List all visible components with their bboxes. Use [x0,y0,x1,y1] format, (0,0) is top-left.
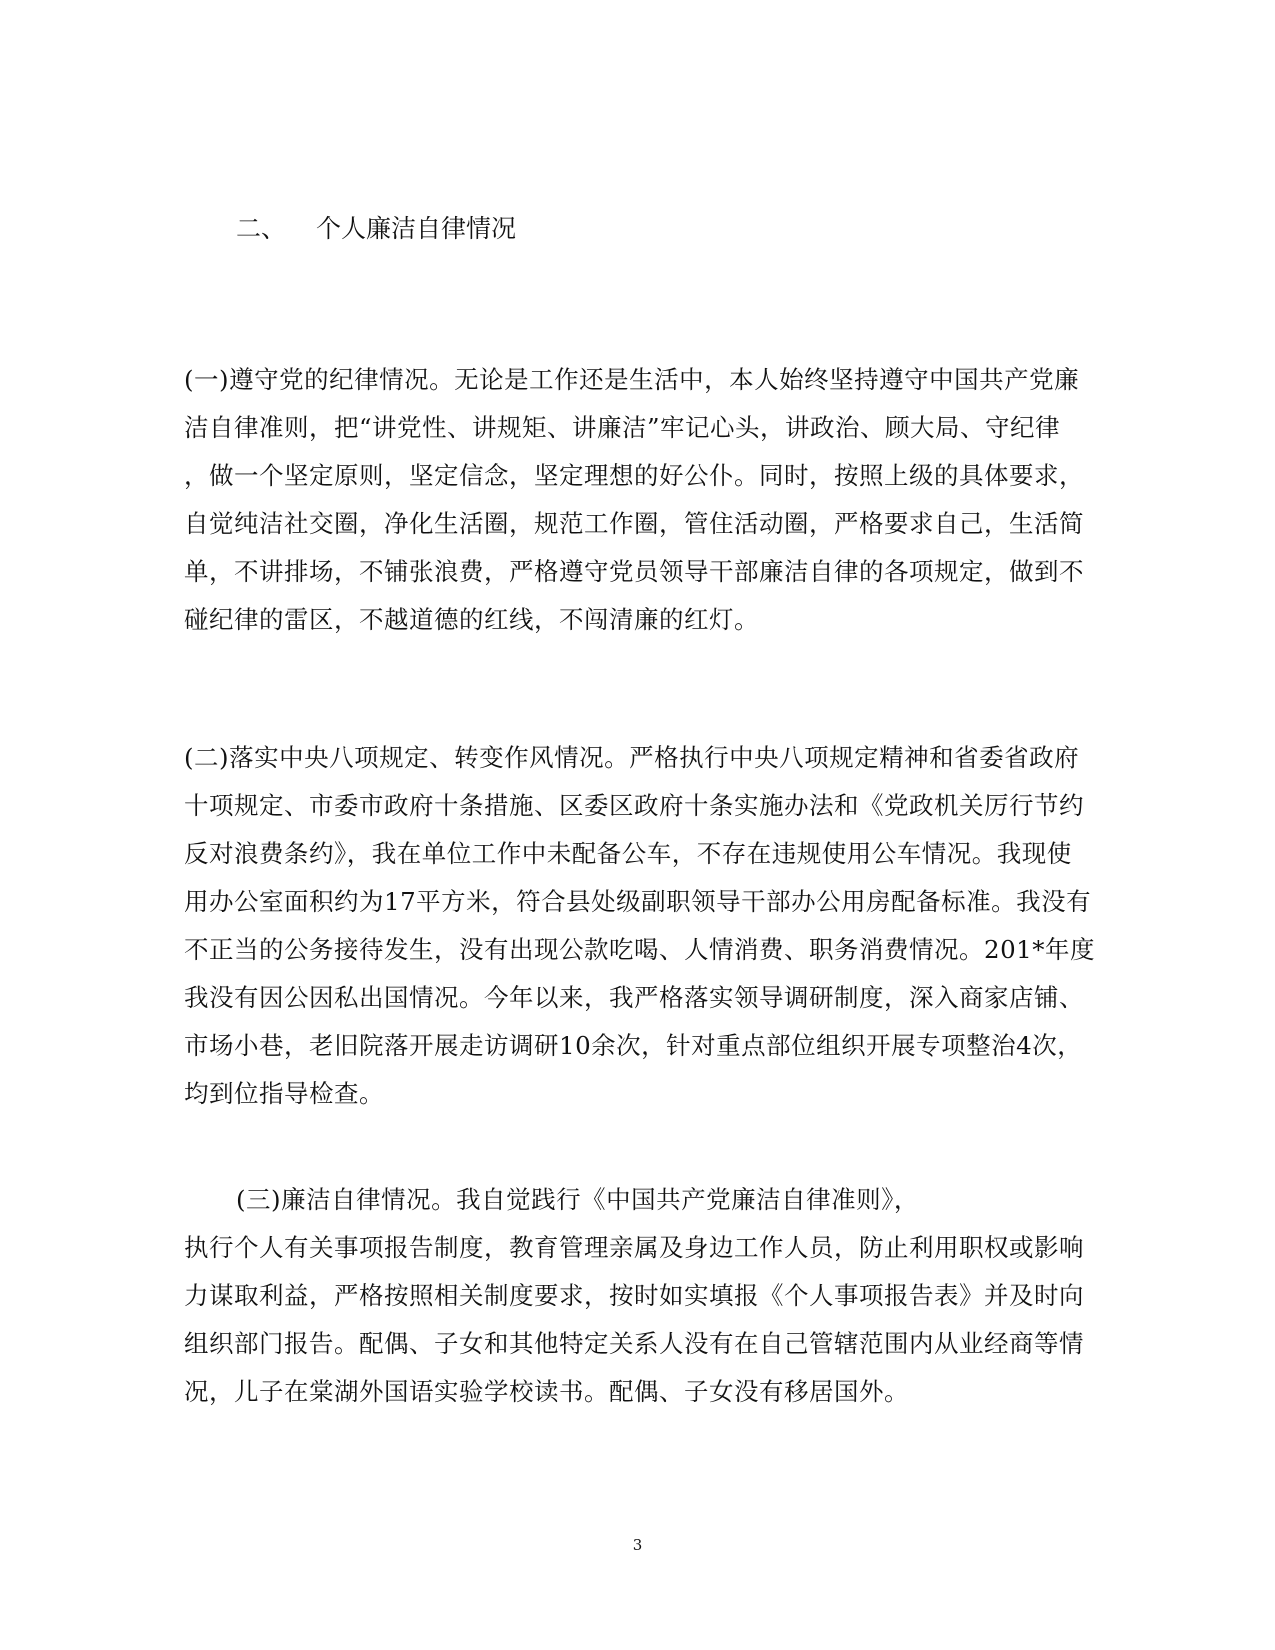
paragraph-line: 况，儿子在棠湖外国语实验学校读书。配偶、子女没有移居国外。 [184,1377,909,1406]
section-title: 个人廉洁自律情况 [316,214,517,243]
page-number: 3 [632,1536,643,1554]
paragraph-line: 市场小巷，老旧院落开展走访调研10余次，针对重点部位组织开展专项整治4次， [184,1031,1083,1060]
paragraph-line: 碰纪律的雷区，不越道德的红线，不闯清廉的红灯。 [184,605,759,634]
paragraph-line: 均到位指导检查。 [184,1079,384,1108]
paragraph-line: 执行个人有关事项报告制度，教育管理亲属及身边工作人员，防止利用职权或影响 [184,1233,1084,1262]
paragraph-line: 十项规定、市委市政府十条措施、区委区政府十条实施办法和《党政机关厉行节约 [184,791,1084,820]
paragraph-eight-rules [184,734,1096,1118]
paragraph-line: (三)廉洁自律情况。我自觉践行《中国共产党廉洁自律准则》， [236,1185,919,1214]
paragraph-integrity [184,1176,1084,1416]
paragraph-line: ，做一个坚定原则，坚定信念，坚定理想的好公仆。同时，按照上级的具体要求， [184,461,1084,490]
paragraph-line: 单，不讲排场，不铺张浪费，严格遵守党员领导干部廉洁自律的各项规定，做到不 [184,557,1084,586]
section-heading [236,212,516,246]
paragraph-discipline [184,356,1084,644]
paragraph-line: 力谋取利益，严格按照相关制度要求，按时如实填报《个人事项报告表》并及时向 [184,1281,1084,1310]
paragraph-line: 反对浪费条约》，我在单位工作中未配备公车，不存在违规使用公车情况。我现使 [184,839,1072,868]
paragraph-line: (二)落实中央八项规定、转变作风情况。严格执行中央八项规定精神和省委省政府 [184,743,1080,772]
paragraph-line: 洁自律准则，把“讲党性、讲规矩、讲廉洁”牢记心头，讲政治、顾大局、守纪律 [184,413,1061,442]
paragraph-line: 自觉纯洁社交圈，净化生活圈，规范工作圈，管住活动圈，严格要求自己，生活简 [184,509,1084,538]
paragraph-line: 组织部门报告。配偶、子女和其他特定关系人没有在自己管辖范围内从业经商等情 [184,1329,1084,1358]
section-number: 二、 [236,214,287,243]
paragraph-line: 我没有因公因私出国情况。今年以来，我严格落实领导调研制度，深入商家店铺、 [184,983,1084,1012]
paragraph-line: (一)遵守党的纪律情况。无论是工作还是生活中，本人始终坚持遵守中国共产党廉 [184,365,1080,394]
paragraph-line: 用办公室面积约为17平方米，符合县处级副职领导干部办公用房配备标准。我没有 [184,887,1092,916]
paragraph-line: 不正当的公务接待发生，没有出现公款吃喝、人情消费、职务消费情况。201*年度 [184,935,1096,964]
